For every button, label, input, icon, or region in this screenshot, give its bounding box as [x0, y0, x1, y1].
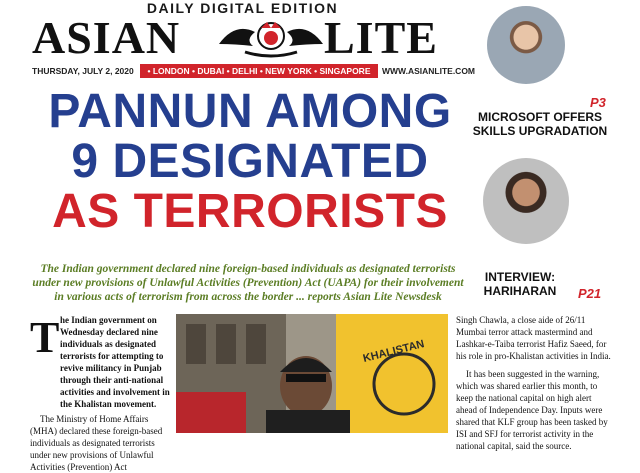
headline-line-3: AS TERRORISTS — [52, 185, 448, 238]
cities-strip: • LONDON • DUBAI • DELHI • NEW YORK • SINGAPORE — [140, 64, 378, 78]
headline-line-1: PANNUN AMONG — [48, 85, 452, 138]
story1-title[interactable] — [470, 110, 610, 138]
hariharan-photo — [483, 158, 569, 244]
website-link[interactable]: WWW.ASIANLITE.COM — [382, 66, 476, 76]
brand-left: ASIAN — [32, 12, 181, 63]
headline-line-2: 9 DESIGNATED — [71, 135, 429, 188]
article-paragraph: Singh Chawla, a close aide of 26/11 Mumbai terror attack mastermind and Lashkar-e-Taiba terrorist Hafiz Saeed, for his role in pro-Khalistan activities in India. — [456, 315, 611, 361]
story2-page: P21 — [578, 286, 602, 301]
story1-title-line1: MICROSOFT OFFERS — [478, 110, 602, 124]
article-photo — [176, 314, 448, 433]
microsoft-ceo-photo — [487, 6, 565, 84]
drop-cap: T — [30, 313, 60, 362]
story2-title[interactable] — [470, 270, 570, 298]
story1-page: P3 — [590, 95, 606, 110]
article-column-1 — [30, 314, 170, 473]
story2-title-line1: INTERVIEW: — [484, 270, 556, 284]
brand-right: LITE — [324, 12, 438, 63]
story1-title-line2: SKILLS UPGRADATION — [472, 124, 608, 138]
article-column-3 — [456, 314, 611, 452]
article-lead: he Indian government on Wednesday declared nine individuals as designated terrorists for attempting to revive militancy in Punjab through their anti-national activities and involvement in the Khalistan movement. — [60, 315, 170, 409]
article-paragraph: It has been suggested in the warning, which was shared earlier this month, to keep the national capital on high alert ahead of Independence Day. Inputs were shared that KLF group has been tasked by ISI and SFJ for terrorist activity in the national capital, said the source. — [456, 369, 608, 451]
flag-text: KHALISTAN — [361, 338, 426, 365]
standfirst: The Indian government declared nine foreign-based individuals as designated terrorists under new provisions of Unlawful Activities (Prevention) Act (UAPA) for their involvement in various acts of terrorism from across the border ... reports Asian Lite Newsdesk — [32, 263, 464, 303]
issue-date: THURSDAY, JULY 2, 2020 — [32, 66, 134, 76]
protest-photo-illustration — [176, 314, 448, 433]
article-paragraph: The Ministry of Home Affairs (MHA) declared these foreign-based individuals as designated terrorists under new provisions of Unlawful Activities (Prevention) Act — [30, 414, 163, 472]
edition-label: DAILY DIGITAL EDITION — [146, 0, 339, 16]
crest-logo — [215, 14, 327, 64]
story2-title-line2: HARIHARAN — [483, 284, 557, 298]
